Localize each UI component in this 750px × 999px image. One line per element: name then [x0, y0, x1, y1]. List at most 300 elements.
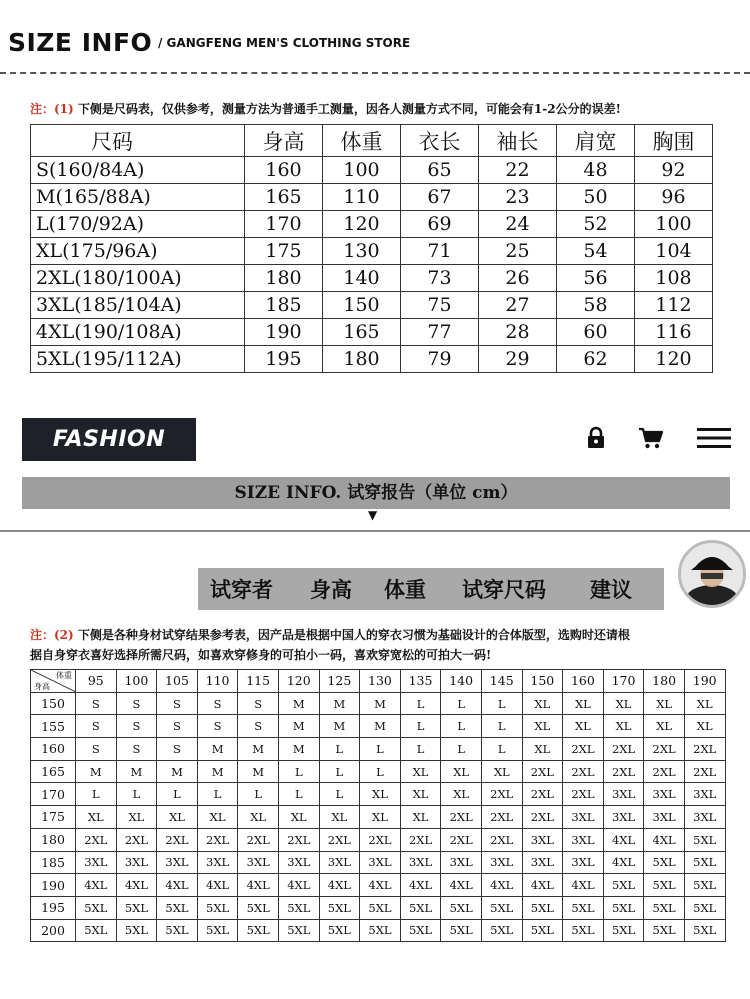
size-value-cell: 75 [401, 292, 479, 319]
fit-size-cell: XL [684, 692, 725, 715]
weight-header-cell: 150 [522, 670, 563, 693]
fit-size-cell: L [319, 738, 360, 761]
fit-size-cell: 2XL [157, 828, 198, 851]
fit-size-cell: L [319, 783, 360, 806]
fit-size-cell: S [76, 738, 117, 761]
size-value-cell: 79 [401, 346, 479, 373]
fit-size-cell: 2XL [238, 828, 279, 851]
weight-header-cell: 95 [76, 670, 117, 693]
size-label-cell: 2XL(180/100A) [31, 265, 245, 292]
fit-size-cell: 4XL [197, 874, 238, 897]
size-value-cell: 150 [323, 292, 401, 319]
height-header-cell: 150 [31, 692, 76, 715]
fit-size-cell: 4XL [319, 874, 360, 897]
fit-size-cell: L [481, 715, 522, 738]
fit-size-cell: L [278, 783, 319, 806]
fit-size-cell: XL [116, 806, 157, 829]
fit-size-cell: L [360, 738, 401, 761]
fit-size-cell: 5XL [522, 896, 563, 919]
size-value-cell: 185 [245, 292, 323, 319]
fit-size-cell: XL [76, 806, 117, 829]
fit-chart-row [31, 715, 726, 738]
fit-size-cell: 3XL [603, 806, 644, 829]
size-value-cell: 175 [245, 238, 323, 265]
fit-size-cell: XL [603, 715, 644, 738]
fit-size-cell: 4XL [278, 874, 319, 897]
fit-size-cell: XL [522, 738, 563, 761]
fit-size-cell: 5XL [278, 919, 319, 942]
size-value-cell: 108 [635, 265, 713, 292]
fit-size-cell: XL [441, 760, 482, 783]
note-2-prefix: 注：(2) [30, 628, 74, 642]
fit-size-cell: 5XL [522, 919, 563, 942]
size-value-cell: 180 [323, 346, 401, 373]
fit-size-cell: 3XL [563, 851, 604, 874]
fit-size-cell: 5XL [563, 919, 604, 942]
fit-size-cell: L [116, 783, 157, 806]
fit-size-cell: 5XL [157, 919, 198, 942]
weight-header-cell: 110 [197, 670, 238, 693]
fit-size-cell: S [238, 715, 279, 738]
fit-size-cell: L [441, 715, 482, 738]
fit-size-cell: 5XL [360, 919, 401, 942]
fit-size-cell: 5XL [481, 919, 522, 942]
fit-size-cell: XL [441, 783, 482, 806]
size-value-cell: 69 [401, 211, 479, 238]
fit-size-cell: 5XL [197, 896, 238, 919]
weight-header-cell: 170 [603, 670, 644, 693]
note-1 [30, 99, 730, 119]
note-1-prefix: 注：(1) [30, 102, 74, 116]
size-chart-row [31, 292, 713, 319]
fit-size-cell: 2XL [116, 828, 157, 851]
fit-size-cell: 2XL [76, 828, 117, 851]
size-chart-row [31, 265, 713, 292]
fit-size-cell: L [278, 760, 319, 783]
fit-size-cell: M [76, 760, 117, 783]
fit-size-cell: 5XL [157, 896, 198, 919]
fit-size-cell: 5XL [603, 896, 644, 919]
fit-size-cell: 2XL [360, 828, 401, 851]
fit-size-cell: M [278, 692, 319, 715]
fit-size-cell: M [197, 760, 238, 783]
size-chart-header-cell: 尺码 [31, 125, 245, 157]
corner-height-label: 身高 [34, 681, 50, 691]
weight-header-cell: 180 [644, 670, 685, 693]
fit-size-cell: 2XL [603, 760, 644, 783]
fit-size-cell: 2XL [481, 828, 522, 851]
size-value-cell: 180 [245, 265, 323, 292]
note-2-line2: 据自身穿衣喜好选择所需尺码，如喜欢穿修身的可拍小一码，喜欢穿宽松的可拍大一码! [30, 648, 492, 662]
fit-size-cell: 5XL [563, 896, 604, 919]
fit-size-cell: XL [563, 715, 604, 738]
fit-size-cell: L [400, 738, 441, 761]
size-chart-row [31, 184, 713, 211]
size-value-cell: 23 [479, 184, 557, 211]
size-value-cell: 110 [323, 184, 401, 211]
fit-chart-row [31, 874, 726, 897]
fit-size-cell: L [441, 738, 482, 761]
size-value-cell: 54 [557, 238, 635, 265]
note-2-line1: 下侧是各种身材试穿结果参考表，因产品是根据中国人的穿衣习惯为基础设计的合体版型，选购时还请根 [77, 628, 630, 642]
size-chart-header-cell: 肩宽 [557, 125, 635, 157]
fit-size-cell: 5XL [684, 828, 725, 851]
fit-size-cell: S [157, 715, 198, 738]
lock-icon[interactable] [586, 426, 606, 450]
size-chart-row [31, 238, 713, 265]
size-chart-row [31, 319, 713, 346]
label-trial-size: 试穿尺码 [462, 577, 546, 602]
fit-size-cell: S [76, 715, 117, 738]
fit-size-cell: 2XL [684, 738, 725, 761]
fit-chart-table [30, 669, 726, 942]
fit-size-cell: S [157, 738, 198, 761]
weight-header-cell: 130 [360, 670, 401, 693]
weight-header-cell: 120 [278, 670, 319, 693]
fit-size-cell: L [441, 692, 482, 715]
fit-size-cell: 5XL [116, 919, 157, 942]
trial-labels-bar [198, 568, 664, 610]
weight-header-cell: 190 [684, 670, 725, 693]
fit-size-cell: 2XL [319, 828, 360, 851]
fit-size-cell: 5XL [76, 896, 117, 919]
fit-size-cell: S [76, 692, 117, 715]
size-chart-header-cell: 体重 [323, 125, 401, 157]
fit-size-cell: M [278, 715, 319, 738]
fit-size-cell: 3XL [360, 851, 401, 874]
height-header-cell: 190 [31, 874, 76, 897]
size-value-cell: 71 [401, 238, 479, 265]
fit-size-cell: XL [360, 783, 401, 806]
fit-size-cell: XL [644, 692, 685, 715]
size-value-cell: 56 [557, 265, 635, 292]
fit-size-cell: 3XL [603, 783, 644, 806]
page-title: SIZE INFO [8, 28, 153, 57]
fit-size-cell: 4XL [644, 828, 685, 851]
fit-size-cell: 3XL [116, 851, 157, 874]
size-value-cell: 62 [557, 346, 635, 373]
fit-size-cell: 5XL [441, 896, 482, 919]
fit-size-cell: 2XL [603, 738, 644, 761]
size-chart-row [31, 211, 713, 238]
size-value-cell: 24 [479, 211, 557, 238]
fit-chart-row [31, 919, 726, 942]
label-weight: 体重 [384, 577, 426, 602]
fit-size-cell: 3XL [197, 851, 238, 874]
fit-size-cell: S [116, 738, 157, 761]
fit-size-cell: 4XL [238, 874, 279, 897]
fit-chart-row [31, 783, 726, 806]
size-label-cell: S(160/84A) [31, 157, 245, 184]
fit-size-cell: 3XL [319, 851, 360, 874]
down-arrow-icon: ▼ [368, 508, 378, 522]
fit-size-cell: 3XL [644, 806, 685, 829]
store-name: / GANGFENG MEN'S CLOTHING STORE [158, 36, 411, 50]
size-value-cell: 165 [323, 319, 401, 346]
size-value-cell: 92 [635, 157, 713, 184]
weight-header-cell: 100 [116, 670, 157, 693]
height-header-cell: 165 [31, 760, 76, 783]
fit-size-cell: 5XL [76, 919, 117, 942]
weight-header-cell: 140 [441, 670, 482, 693]
fit-size-cell: XL [684, 715, 725, 738]
fit-size-cell: 4XL [116, 874, 157, 897]
dashed-divider [0, 72, 750, 74]
size-value-cell: 100 [323, 157, 401, 184]
size-value-cell: 96 [635, 184, 713, 211]
fit-size-cell: 3XL [684, 806, 725, 829]
fit-chart-row [31, 896, 726, 919]
size-label-cell: XL(175/96A) [31, 238, 245, 265]
fit-size-cell: M [319, 692, 360, 715]
fit-size-cell: M [197, 738, 238, 761]
size-value-cell: 195 [245, 346, 323, 373]
fit-size-cell: XL [603, 692, 644, 715]
fit-size-cell: 3XL [76, 851, 117, 874]
size-value-cell: 60 [557, 319, 635, 346]
fit-size-cell: L [400, 715, 441, 738]
fit-size-cell: 5XL [644, 851, 685, 874]
size-label-cell: L(170/92A) [31, 211, 245, 238]
fit-size-cell: 4XL [481, 874, 522, 897]
size-chart-header-row [31, 125, 713, 157]
weight-header-cell: 115 [238, 670, 279, 693]
weight-header-cell: 135 [400, 670, 441, 693]
fit-size-cell: S [197, 692, 238, 715]
fit-size-cell: XL [360, 806, 401, 829]
fit-size-cell: 5XL [684, 851, 725, 874]
size-value-cell: 28 [479, 319, 557, 346]
menu-icon[interactable] [697, 427, 731, 449]
fit-size-cell: XL [400, 783, 441, 806]
fit-size-cell: 4XL [360, 874, 401, 897]
size-value-cell: 29 [479, 346, 557, 373]
size-value-cell: 77 [401, 319, 479, 346]
fit-size-cell: 2XL [481, 783, 522, 806]
size-value-cell: 50 [557, 184, 635, 211]
weight-header-cell: 160 [563, 670, 604, 693]
fit-size-cell: XL [481, 760, 522, 783]
fit-size-cell: XL [319, 806, 360, 829]
fit-size-cell: 2XL [644, 760, 685, 783]
size-info-banner: SIZE INFO. 试穿报告（单位 cm） [22, 477, 730, 509]
fit-chart-row [31, 738, 726, 761]
fit-size-cell: 2XL [563, 783, 604, 806]
divider-line [0, 530, 750, 532]
fit-size-cell: XL [157, 806, 198, 829]
fit-size-cell: 5XL [319, 896, 360, 919]
size-chart-header-cell: 身高 [245, 125, 323, 157]
fit-size-cell: 5XL [400, 896, 441, 919]
height-header-cell: 175 [31, 806, 76, 829]
size-value-cell: 170 [245, 211, 323, 238]
fit-size-cell: M [360, 715, 401, 738]
fit-size-cell: XL [238, 806, 279, 829]
fit-chart-row [31, 828, 726, 851]
height-header-cell: 160 [31, 738, 76, 761]
fit-size-cell: 3XL [522, 828, 563, 851]
fit-size-cell: 5XL [116, 896, 157, 919]
height-header-cell: 155 [31, 715, 76, 738]
fit-chart-corner-cell [31, 670, 76, 693]
fit-size-cell: XL [400, 806, 441, 829]
fit-size-cell: S [238, 692, 279, 715]
size-label-cell: 4XL(190/108A) [31, 319, 245, 346]
size-value-cell: 116 [635, 319, 713, 346]
fit-size-cell: 5XL [644, 919, 685, 942]
size-value-cell: 120 [635, 346, 713, 373]
fit-size-cell: 2XL [278, 828, 319, 851]
label-height: 身高 [310, 577, 352, 602]
avatar-image [681, 543, 743, 605]
fit-size-cell: L [76, 783, 117, 806]
size-value-cell: 112 [635, 292, 713, 319]
fit-size-cell: 5XL [644, 874, 685, 897]
fit-size-cell: XL [644, 715, 685, 738]
fit-size-cell: 3XL [238, 851, 279, 874]
fit-size-cell: 5XL [684, 919, 725, 942]
fit-size-cell: 3XL [644, 783, 685, 806]
height-header-cell: 180 [31, 828, 76, 851]
size-label-cell: 5XL(195/112A) [31, 346, 245, 373]
label-advice: 建议 [590, 577, 632, 602]
fit-size-cell: 5XL [644, 896, 685, 919]
fit-size-cell: 5XL [360, 896, 401, 919]
fit-size-cell: 4XL [603, 851, 644, 874]
fit-size-cell: 3XL [441, 851, 482, 874]
size-value-cell: 140 [323, 265, 401, 292]
fit-chart-row [31, 851, 726, 874]
height-header-cell: 195 [31, 896, 76, 919]
fit-size-cell: 2XL [684, 760, 725, 783]
fit-size-cell: 2XL [197, 828, 238, 851]
size-value-cell: 25 [479, 238, 557, 265]
size-value-cell: 165 [245, 184, 323, 211]
fit-size-cell: L [319, 760, 360, 783]
fit-size-cell: 4XL [563, 874, 604, 897]
fit-size-cell: 2XL [481, 806, 522, 829]
note-1-text: 下侧是尺码表，仅供参考，测量方法为普通手工测量，因各人测量方式不同，可能会有1-2公分的误差! [77, 102, 621, 116]
fashion-logo: FASHION [22, 418, 196, 461]
fit-size-cell: M [238, 738, 279, 761]
size-value-cell: 67 [401, 184, 479, 211]
size-value-cell: 190 [245, 319, 323, 346]
size-chart-header-cell: 衣长 [401, 125, 479, 157]
fit-size-cell: 4XL [603, 828, 644, 851]
fit-size-cell: 5XL [238, 919, 279, 942]
fit-chart-row [31, 692, 726, 715]
fit-size-cell: 3XL [684, 783, 725, 806]
fit-size-cell: 3XL [563, 828, 604, 851]
fit-size-cell: S [197, 715, 238, 738]
weight-header-cell: 145 [481, 670, 522, 693]
cart-icon[interactable] [638, 426, 664, 450]
fit-size-cell: XL [278, 806, 319, 829]
fit-size-cell: 5XL [603, 874, 644, 897]
height-header-cell: 170 [31, 783, 76, 806]
fit-size-cell: M [360, 692, 401, 715]
fit-size-cell: L [238, 783, 279, 806]
fit-size-cell: 2XL [522, 760, 563, 783]
fit-size-cell: 2XL [441, 828, 482, 851]
fit-size-cell: 3XL [563, 806, 604, 829]
fit-size-cell: 3XL [278, 851, 319, 874]
fit-size-cell: XL [197, 806, 238, 829]
fit-size-cell: L [481, 738, 522, 761]
fit-size-cell: 4XL [76, 874, 117, 897]
size-value-cell: 58 [557, 292, 635, 319]
fit-size-cell: XL [563, 692, 604, 715]
avatar [678, 540, 746, 608]
fit-size-cell: 4XL [522, 874, 563, 897]
fit-size-cell: S [157, 692, 198, 715]
fit-size-cell: L [481, 692, 522, 715]
fit-size-cell: 4XL [441, 874, 482, 897]
fit-size-cell: 3XL [481, 851, 522, 874]
size-value-cell: 73 [401, 265, 479, 292]
size-value-cell: 120 [323, 211, 401, 238]
fit-chart-row [31, 760, 726, 783]
weight-header-cell: 105 [157, 670, 198, 693]
fit-size-cell: 5XL [278, 896, 319, 919]
fit-size-cell: 3XL [400, 851, 441, 874]
fit-size-cell: 4XL [157, 874, 198, 897]
fit-size-cell: L [157, 783, 198, 806]
fit-size-cell: M [319, 715, 360, 738]
size-value-cell: 27 [479, 292, 557, 319]
label-tester: 试穿者 [210, 577, 273, 602]
size-value-cell: 52 [557, 211, 635, 238]
fit-size-cell: 5XL [319, 919, 360, 942]
fit-size-cell: 5XL [684, 896, 725, 919]
height-header-cell: 200 [31, 919, 76, 942]
note-2 [30, 625, 742, 665]
size-chart-header-cell: 袖长 [479, 125, 557, 157]
size-value-cell: 48 [557, 157, 635, 184]
fit-size-cell: 5XL [400, 919, 441, 942]
fit-size-cell: 2XL [563, 738, 604, 761]
size-value-cell: 22 [479, 157, 557, 184]
fit-size-cell: M [238, 760, 279, 783]
fit-size-cell: 2XL [400, 828, 441, 851]
size-chart-row [31, 346, 713, 373]
fit-size-cell: 2XL [563, 760, 604, 783]
fit-size-cell: 2XL [522, 806, 563, 829]
fit-chart-header-row [31, 670, 726, 693]
size-value-cell: 100 [635, 211, 713, 238]
size-chart-header-cell: 胸围 [635, 125, 713, 157]
fit-size-cell: XL [522, 692, 563, 715]
fit-size-cell: 3XL [522, 851, 563, 874]
fit-size-cell: M [116, 760, 157, 783]
fit-size-cell: XL [400, 760, 441, 783]
corner-weight-label: 体重 [56, 671, 72, 680]
weight-header-cell: 125 [319, 670, 360, 693]
fit-size-cell: 5XL [481, 896, 522, 919]
fit-size-cell: L [360, 760, 401, 783]
fit-chart-row [31, 806, 726, 829]
fit-size-cell: 2XL [522, 783, 563, 806]
fit-size-cell: S [116, 715, 157, 738]
size-value-cell: 65 [401, 157, 479, 184]
fit-size-cell: XL [522, 715, 563, 738]
fit-size-cell: 2XL [441, 806, 482, 829]
fit-size-cell: S [116, 692, 157, 715]
size-chart-table [30, 124, 713, 373]
fit-size-cell: M [278, 738, 319, 761]
fit-size-cell: 5XL [238, 896, 279, 919]
fit-size-cell: 5XL [441, 919, 482, 942]
